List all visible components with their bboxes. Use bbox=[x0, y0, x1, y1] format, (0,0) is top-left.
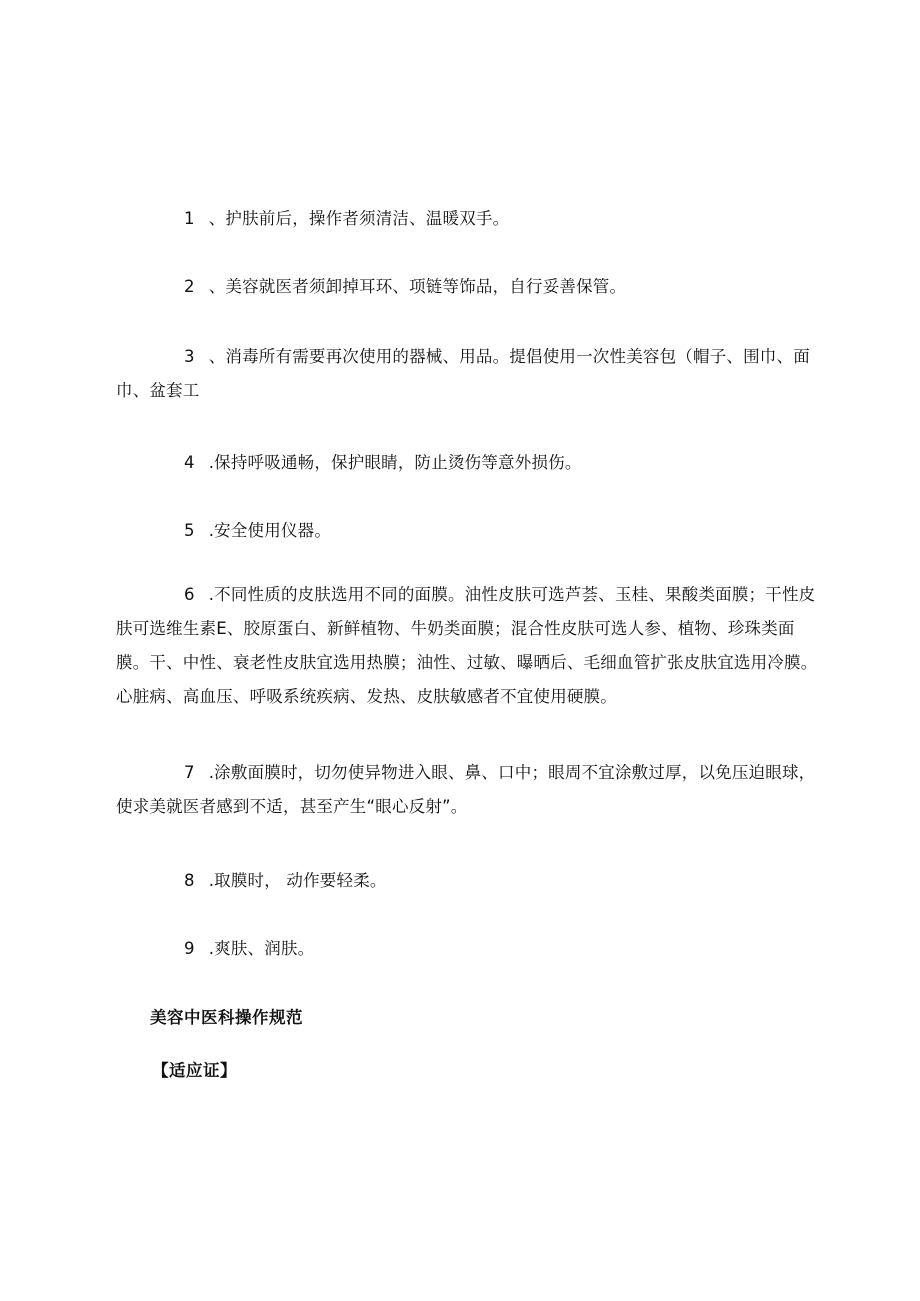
item-text: .涂敷面膜时，切勿使异物进入眼、鼻、口中；眼周不宜涂敷过厚，以免压迫眼球，使求美就医者感到不适，甚至产生“眼心反射”。 bbox=[116, 763, 816, 816]
item-text: .安全使用仪器。 bbox=[208, 521, 332, 540]
item-text: .不同性质的皮肤选用不同的面膜。油性皮肤可选芦荟、玉桂、果酸类面膜；干性皮肤可选维生素E、胶原蛋白、新鲜植物、牛奶类面膜；混合性皮肤可选人参、植物、珍珠类面膜。干、中性、衰老性皮肤宜选用热膜；油性、过敏、曝晒后、毛细血管扩张皮肤宜选用冷膜。心脏病、高血压、呼吸系统疾病、发热、皮肤敏感者不宜使用硬膜。 bbox=[116, 585, 818, 706]
item-number: 3 bbox=[184, 347, 195, 366]
list-item bbox=[116, 270, 822, 304]
item-number: 7 bbox=[184, 763, 195, 782]
item-text: 、美容就医者须卸掉耳环、项链等饰品，自行妥善保管。 bbox=[208, 277, 627, 296]
item-number: 9 bbox=[184, 939, 195, 958]
list-item bbox=[116, 864, 822, 898]
list-item bbox=[116, 514, 822, 548]
section-title: 美容中医科操作规范 bbox=[150, 1008, 303, 1027]
list-item bbox=[116, 932, 822, 966]
item-number: 5 bbox=[184, 521, 195, 540]
item-number: 6 bbox=[184, 585, 195, 604]
item-number: 4 bbox=[184, 453, 195, 472]
item-number: 2 bbox=[184, 277, 195, 296]
list-item bbox=[116, 578, 822, 714]
item-number: 1 bbox=[184, 209, 195, 228]
list-item bbox=[116, 446, 822, 480]
list-item bbox=[116, 202, 822, 236]
item-text: .取膜时， 动作要轻柔。 bbox=[208, 871, 387, 890]
item-text: .保持呼吸通畅，保护眼睛，防止烫伤等意外损伤。 bbox=[208, 453, 582, 472]
item-number: 8 bbox=[184, 871, 195, 890]
item-text: 、护肤前后，操作者须清洁、温暖双手。 bbox=[208, 209, 510, 228]
item-text: .爽肤、润肤。 bbox=[208, 939, 315, 958]
item-text: 、消毒所有需要再次使用的器械、用品。提倡使用一次性美容包（帽子、围巾、面巾、盆套工 bbox=[116, 347, 810, 400]
list-item bbox=[116, 340, 822, 408]
list-item bbox=[116, 756, 822, 824]
subsection-title: 【适应证】 bbox=[152, 1061, 237, 1080]
